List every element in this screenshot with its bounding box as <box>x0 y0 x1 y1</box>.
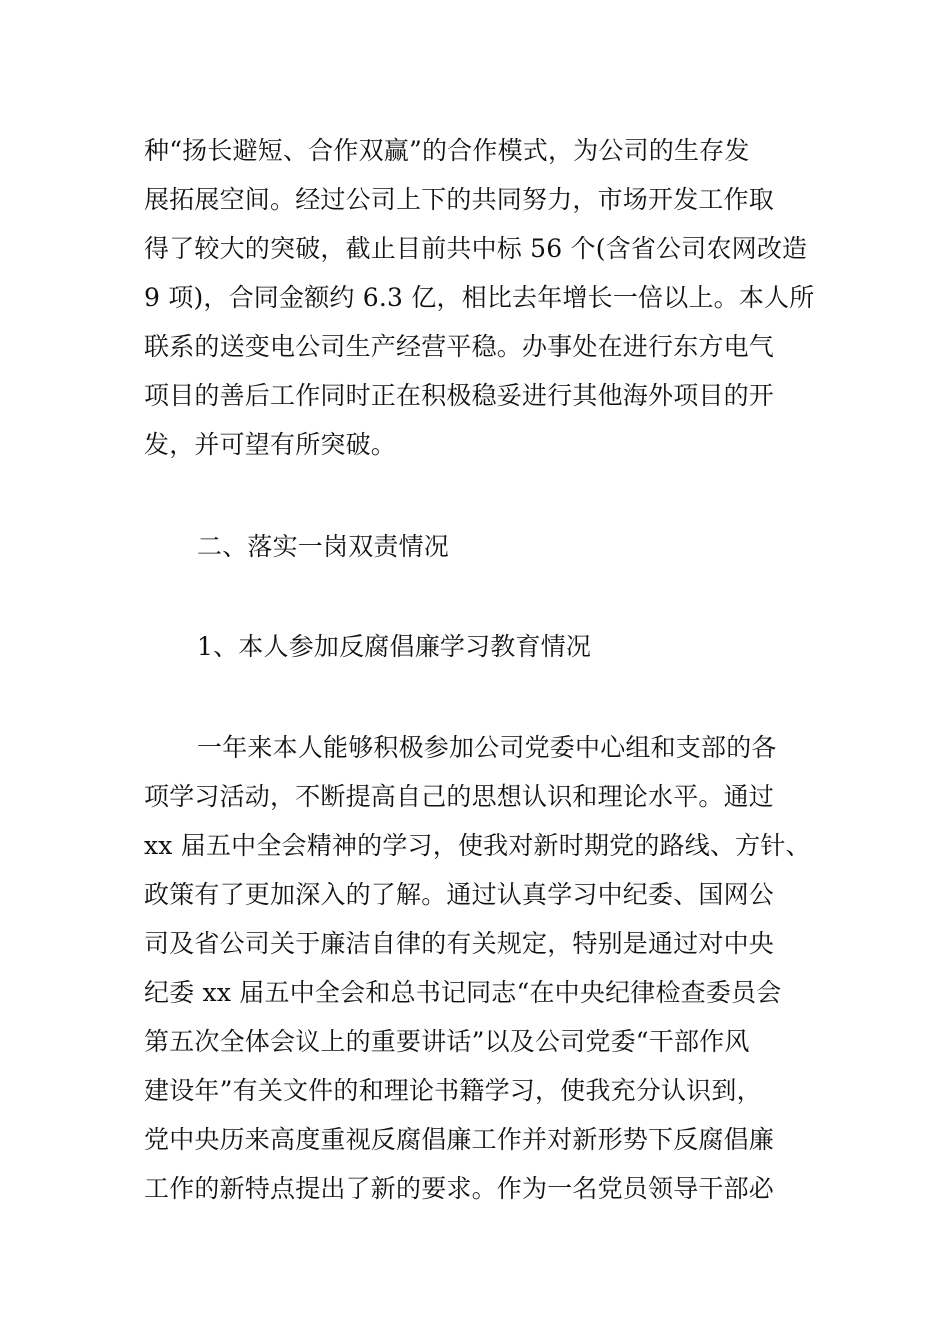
paragraph-line: 项学习活动，不断提高自己的思想认识和理论水平。通过 <box>144 782 775 811</box>
paragraph-line: 发，并可望有所突破。 <box>144 430 397 459</box>
paragraph-line: 项目的善后工作同时正在积极稳妥进行其他海外项目的开 <box>144 381 775 410</box>
paragraph-line: 联系的送变电公司生产经营平稳。办事处在进行东方电气 <box>144 332 775 361</box>
paragraph-line: 党中央历来高度重视反腐倡廉工作并对新形势下反腐倡廉 <box>144 1125 775 1154</box>
paragraph-line: 9 项)，合同金额约 6.3 亿，相比去年增长一倍以上。本人所 <box>144 283 815 312</box>
paragraph-line: 种“扬长避短、合作双赢”的合作模式，为公司的生存发 <box>144 136 750 165</box>
paragraph-line: 第五次全体会议上的重要讲话”以及公司党委“干部作风 <box>144 1027 750 1056</box>
paragraph-line: 工作的新特点提出了新的要求。作为一名党员领导干部必 <box>144 1174 775 1203</box>
subsection-heading: 1、本人参加反腐倡廉学习教育情况 <box>197 632 592 661</box>
paragraph-line: 纪委 xx 届五中全会和总书记同志“在中央纪律检查委员会 <box>144 978 782 1007</box>
paragraph-line: 建设年”有关文件的和理论书籍学习，使我充分认识到， <box>144 1076 762 1105</box>
paragraph-line: 司及省公司关于廉洁自律的有关规定，特别是通过对中央 <box>144 929 775 958</box>
paragraph-line: 政策有了更加深入的了解。通过认真学习中纪委、国网公 <box>144 880 775 909</box>
section-heading: 二、落实一岗双责情况 <box>197 532 450 561</box>
paragraph-line: 得了较大的突破，截止目前共中标 56 个(含省公司农网改造 <box>144 234 808 263</box>
paragraph-line: 展拓展空间。经过公司上下的共同努力，市场开发工作取 <box>144 185 775 214</box>
paragraph-line: xx 届五中全会精神的学习，使我对新时期党的路线、方针、 <box>144 831 811 860</box>
paragraph-line: 一年来本人能够积极参加公司党委中心组和支部的各 <box>197 733 777 762</box>
